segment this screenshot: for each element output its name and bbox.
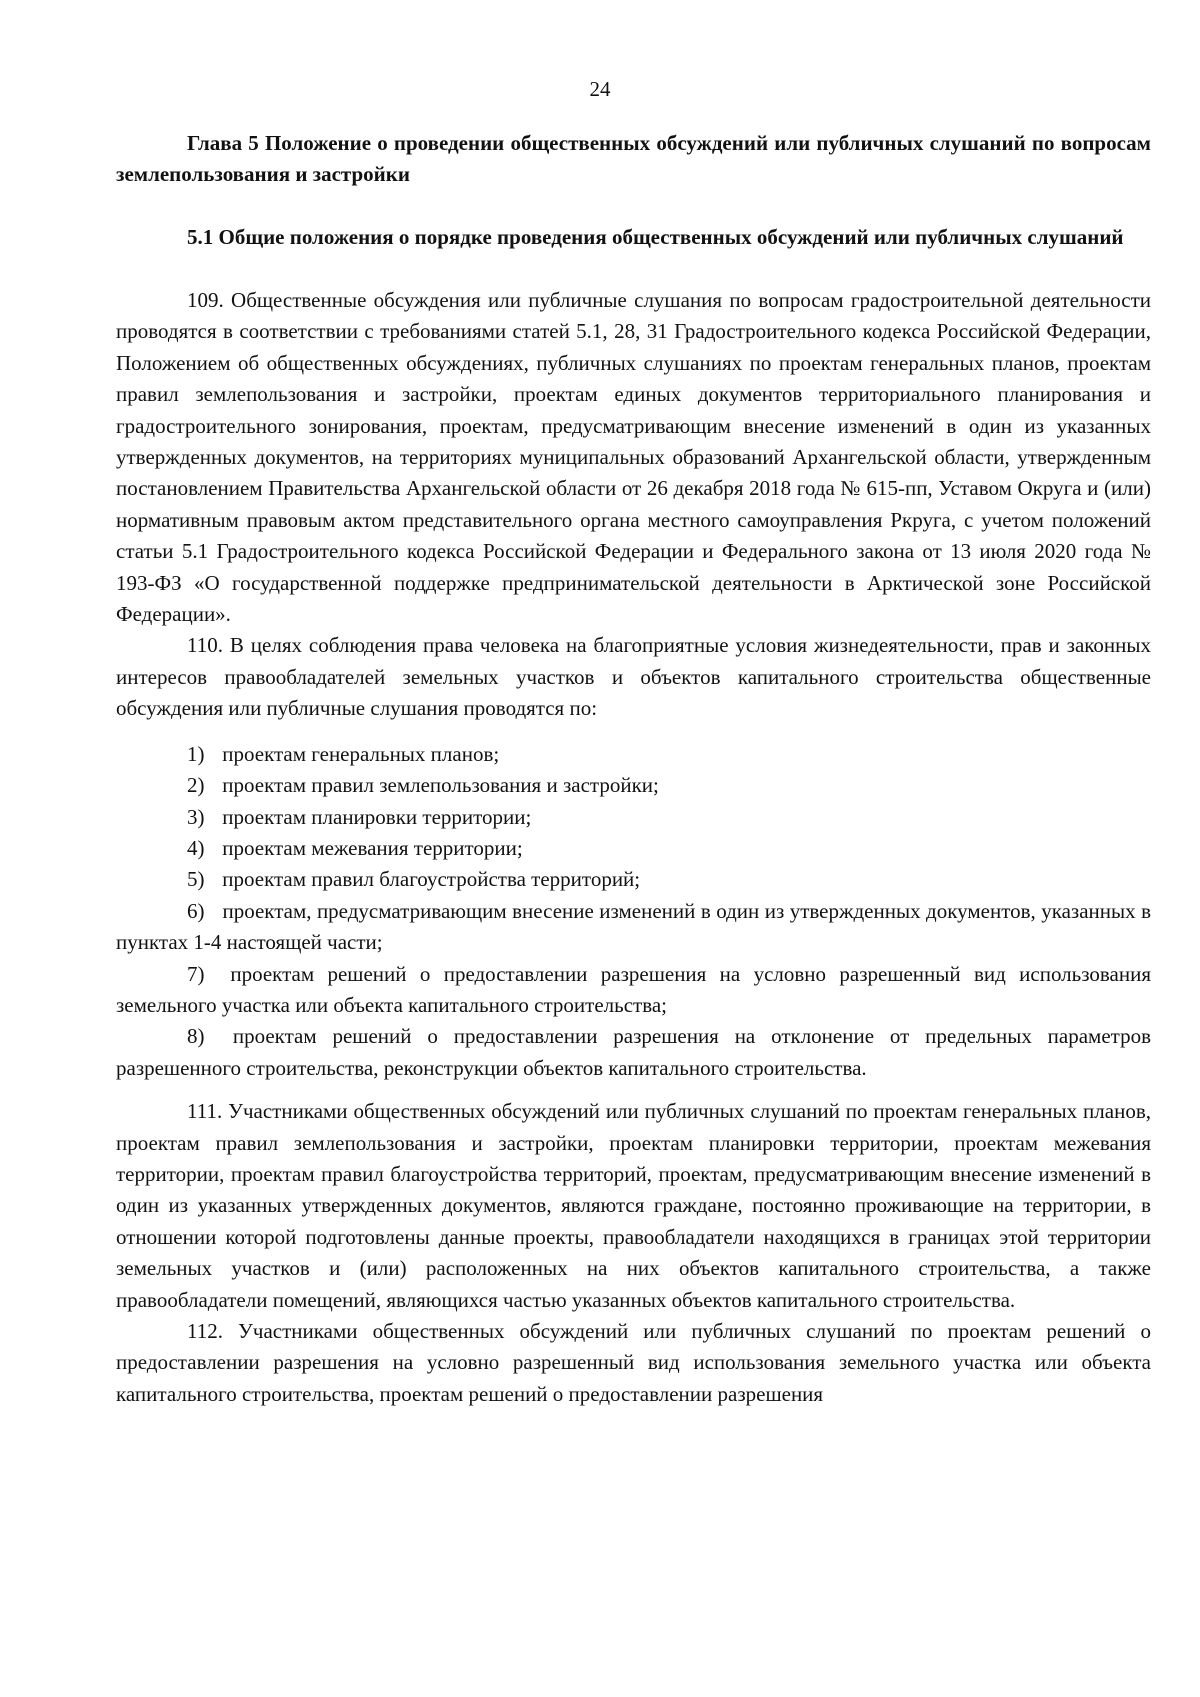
list-item-text: проектам, предусматривающим внесение изменений в один из утвержденных документов, указанных в пунктах 1-4 настоящей части; xyxy=(116,898,1151,955)
list-item-text: проектам правил благоустройства территорий; xyxy=(222,867,641,892)
list-item xyxy=(116,802,1151,833)
list-item-text: проектам межевания территории; xyxy=(222,835,523,860)
list-item-number: 4) xyxy=(187,835,205,860)
list-item-text: проектам решений о предоставлении разрешения на условно разрешенный вид использования земельного участка или объекта капитального строительства; xyxy=(116,961,1152,1017)
page-number: 24 xyxy=(589,77,611,101)
list-item-number: 6) xyxy=(187,898,205,923)
list-item xyxy=(116,896,1151,959)
projects-list xyxy=(116,739,1151,1084)
list-item xyxy=(116,770,1151,801)
list-item-text: проектам решений о предоставлении разрешения на отклонение от предельных параметров разрешенного строительства, реконструкции объектов капитального строительства. xyxy=(116,1024,1152,1080)
list-item xyxy=(116,739,1151,770)
paragraph-110: 110. В целях соблюдения права человека на благоприятные условия жизнедеятельности, прав и законных интересов правообладателей земельных участков и объектов капитального строительства общественные обсуждения или публичные слушания проводятся по: xyxy=(116,633,1151,721)
list-item xyxy=(116,959,1151,1022)
section-heading: 5.1 Общие положения о порядке проведения общественных обсуждений или публичных слушаний xyxy=(187,225,1124,249)
paragraph-112: 112. Участниками общественных обсуждений или публичных слушаний по проектам решений о предоставлении разрешения на условно разрешенный вид использования земельного участка или объекта капитального строительства, проектам решений о предоставлении разрешения xyxy=(116,1319,1151,1406)
list-item-number: 8) xyxy=(187,1024,205,1049)
list-item xyxy=(116,833,1151,864)
list-item-number: 5) xyxy=(187,867,205,892)
paragraph-109: 109. Общественные обсуждения или публичные слушания по вопросам градостроительной деятельности проводятся в соответствии с требованиями статей 5.1, 28, 31 Градостроительного кодекса Российской Федерации, Положением об общественных обсуждениях, публичных слушаниях по проектам генеральных планов, проектам правил землепользования и застройки, проектам единых документов территориального планирования и градостроительного зонирования, проектам, предусматривающим внесение изменений в один из указанных утвержденных документов, на территориях муниципальных образований Архангельской области, утвержденным постановлением Правительства Архангельской области от 26 декабря 2018 года № 615-пп, Уставом Округа и (или) нормативным правовым актом представительного органа местного самоуправления Ркруга, с учетом положений статьи 5.1 Градостроительного кодекса Российской Федерации и Федерального закона от 13 июля 2020 года № 193-ФЗ «О государственной поддержке предпринимательской деятельности в Арктической зоне Российской Федерации». xyxy=(116,288,1151,627)
paragraph-111: 111. Участниками общественных обсуждений или публичных слушаний по проектам генеральных планов, проектам правил землепользования и застройки, проектам планировки территории, проектам межевания территории, проектам правил благоустройства территорий, проектам, предусматривающим внесение изменений в один из указанных утвержденных документов, являются граждане, постоянно проживающие на территории, в отношении которой подготовлены данные проекты, правообладатели находящихся в границах этой территории земельных участков и (или) расположенных на них объектов капитального строительства, а также правообладатели помещений, являющихся частью указанных объектов капитального строительства. xyxy=(116,1099,1151,1312)
list-item-text: проектам планировки территории; xyxy=(222,804,532,829)
chapter-heading: Глава 5 Положение о проведении общественных обсуждений или публичных слушаний по вопросам землепользования и застройки xyxy=(116,131,1151,186)
list-item-number: 2) xyxy=(187,773,205,798)
list-item-number: 1) xyxy=(187,741,205,766)
list-item xyxy=(116,1021,1151,1084)
document-body xyxy=(116,128,1151,1410)
list-item-text: проектам правил землепользования и застройки; xyxy=(222,773,659,798)
list-item-number: 3) xyxy=(187,804,205,829)
list-item-number: 7) xyxy=(187,961,205,986)
list-item-text: проектам генеральных планов; xyxy=(222,741,500,766)
list-item xyxy=(116,864,1151,895)
